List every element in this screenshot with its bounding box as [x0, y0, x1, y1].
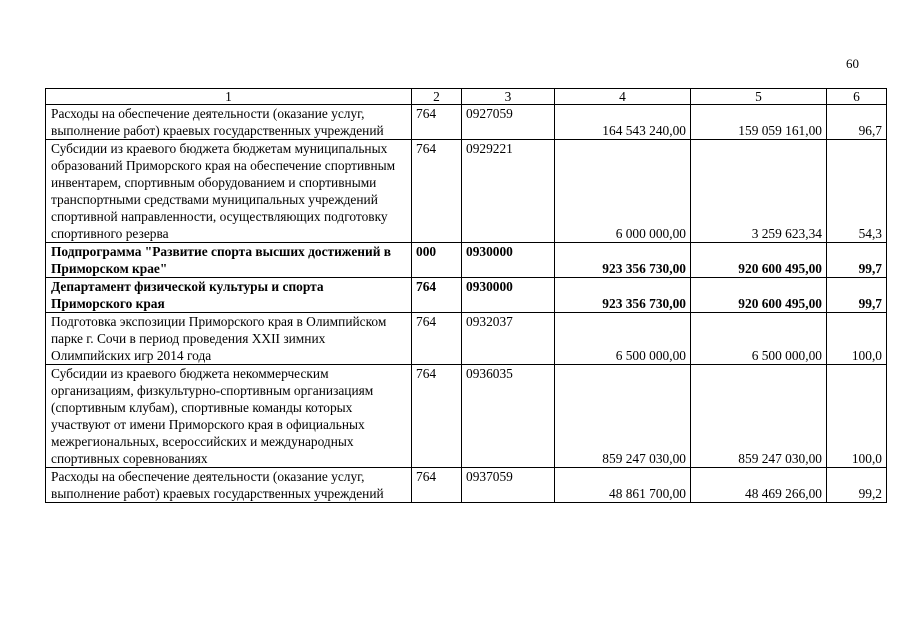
row-percent: 54,3: [827, 140, 887, 243]
table-row: [46, 140, 887, 243]
row-planned: 6 000 000,00: [555, 140, 691, 243]
table-row: [46, 278, 887, 313]
page-number: 60: [846, 56, 859, 71]
row-actual: 920 600 495,00: [691, 278, 827, 313]
row-percent: 96,7: [827, 105, 887, 140]
row-code: 0927059: [462, 105, 555, 140]
table-row: [46, 313, 887, 365]
row-planned: 923 356 730,00: [555, 278, 691, 313]
row-name: Департамент физической культуры и спорта Приморского края: [46, 278, 412, 313]
row-actual: 6 500 000,00: [691, 313, 827, 365]
row-actual: 48 469 266,00: [691, 468, 827, 503]
table-row: [46, 243, 887, 278]
row-grbs: 764: [412, 365, 462, 468]
row-code: 0937059: [462, 468, 555, 503]
row-grbs: 764: [412, 313, 462, 365]
row-grbs: 764: [412, 140, 462, 243]
row-actual: 3 259 623,34: [691, 140, 827, 243]
row-percent: 99,7: [827, 243, 887, 278]
header-cell: 3: [462, 89, 555, 105]
row-code: 0932037: [462, 313, 555, 365]
row-code: 0929221: [462, 140, 555, 243]
table-row: [46, 105, 887, 140]
row-grbs: 764: [412, 468, 462, 503]
budget-table: [45, 88, 887, 503]
row-planned: 164 543 240,00: [555, 105, 691, 140]
row-grbs: 764: [412, 278, 462, 313]
table-body: [46, 105, 887, 503]
row-actual: 859 247 030,00: [691, 365, 827, 468]
row-grbs: 764: [412, 105, 462, 140]
header-cell: 1: [46, 89, 412, 105]
row-planned: 859 247 030,00: [555, 365, 691, 468]
row-percent: 100,0: [827, 313, 887, 365]
row-percent: 99,7: [827, 278, 887, 313]
row-percent: 100,0: [827, 365, 887, 468]
row-percent: 99,2: [827, 468, 887, 503]
row-code: 0936035: [462, 365, 555, 468]
row-planned: 6 500 000,00: [555, 313, 691, 365]
row-code: 0930000: [462, 278, 555, 313]
row-code: 0930000: [462, 243, 555, 278]
header-row: [46, 89, 887, 105]
header-cell: 5: [691, 89, 827, 105]
table-row: [46, 468, 887, 503]
header-cell: 2: [412, 89, 462, 105]
row-planned: 923 356 730,00: [555, 243, 691, 278]
row-actual: 920 600 495,00: [691, 243, 827, 278]
row-name: Расходы на обеспечение деятельности (оказание услуг, выполнение работ) краевых государственных учреждений: [46, 105, 412, 140]
row-name: Подготовка экспозиции Приморского края в Олимпийском парке г. Сочи в период проведения XXII зимних Олимпийских игр 2014 года: [46, 313, 412, 365]
row-name: Субсидии из краевого бюджета бюджетам муниципальных образований Приморского края на обеспечение спортивным инвентарем, спортивным оборудованием и спортивными транспортными средствами муниципальных учреждений спортивной направленности, осуществляющих подготовку спортивного резерва: [46, 140, 412, 243]
header-cell: 4: [555, 89, 691, 105]
row-name: Подпрограмма "Развитие спорта высших достижений в Приморском крае": [46, 243, 412, 278]
header-cell: 6: [827, 89, 887, 105]
row-name: Субсидии из краевого бюджета некоммерческим организациям, физкультурно-спортивным организациям (спортивным клубам), спортивные команды которых участвуют от имени Приморского края в официальных межрегиональных, всероссийских и международных спортивных соревнованиях: [46, 365, 412, 468]
row-name: Расходы на обеспечение деятельности (оказание услуг, выполнение работ) краевых государственных учреждений: [46, 468, 412, 503]
row-actual: 159 059 161,00: [691, 105, 827, 140]
row-planned: 48 861 700,00: [555, 468, 691, 503]
row-grbs: 000: [412, 243, 462, 278]
table-row: [46, 365, 887, 468]
